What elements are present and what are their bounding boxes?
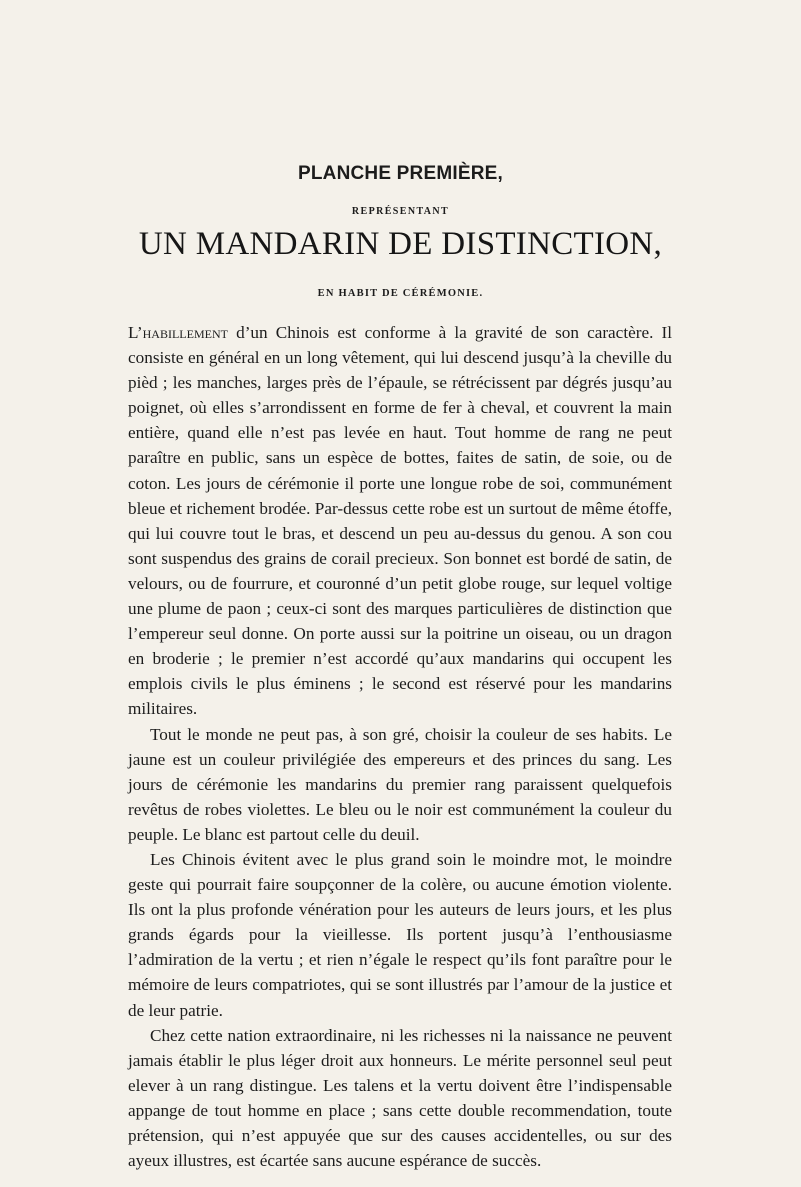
occasion-subheading: EN HABIT DE CÉRÉMONIE. xyxy=(317,288,484,299)
lead-word: L’habillement xyxy=(128,323,228,342)
paragraph xyxy=(128,320,672,722)
paragraph xyxy=(128,722,672,847)
paragraph-text: d’un Chinois est conforme à la gravité de son caractère. Il consiste en général en un long vêtement, qui lui descend jusqu’à la cheville du pièd ; les manches, larges près de l’épaule, se rétrécissent par dégrés jusqu’au poignet, où elles s’arrondissent en forme de fer à cheval, et couvrent la main entière, quand elle n’est pas levée en haut. Tout homme de rang ne peut paraître en public, sans un espèce de bottes, faites de satin, de soie, ou de coton. Les jours de cérémonie il porte une longue robe de soi, communément bleue et richement brodée. Par-dessus cette robe est un surtout de même étoffe, qui lui couvre tout le bras, et descend un peu au-dessus du genou. A son cou sont suspendus des grains de corail precieux. Son bonnet est bordé de satin, de velours, ou de fourrure, et couronné d’un petit globe rouge, sur lequel voltige une plume de paon ; ceux-ci sont des marques particulières de distinction que l’empereur seul donne. On porte aussi sur la poitrine un oiseau, ou un dragon en broderie ; le premier n’est accordé qu’aux mandarins qui occupent les emplois civils le plus éminens ; le second est réservé pour les mandarins militaires. xyxy=(128,323,672,719)
body-text xyxy=(128,320,672,1173)
plate-title: PLANCHE PREMIÈRE, xyxy=(297,163,504,184)
paragraph-text: Les Chinois évitent avec le plus grand soin le moindre mot, le moindre geste qui pourrait faire soupçonner de la colère, ou aucune émotion violente. Ils ont la plus profonde vénération pour les auteurs de leurs jours, et les plus grands égards pour la vieillesse. Ils portent jusqu’à l’enthousiasme l’admiration de la vertu ; et rien n’égale le respect qu’ils font paraître pour le mémoire de leurs compatriotes, qui se sont illustrés par l’amour de la justice et de leur patrie. xyxy=(128,849,672,1020)
paragraph-text: Tout le monde ne peut pas, à son gré, choisir la couleur de ses habits. Le jaune est un couleur privilégiée des empereurs et des princes du sang. Les jours de cérémonie les mandarins du premier rang paraissent quelquefois revêtus de robes violettes. Le bleu ou le noir est communément la couleur du peuple. Le blanc est partout celle du deuil. xyxy=(128,724,672,844)
paragraph-text: Chez cette nation extraordinaire, ni les richesses ni la naissance ne peuvent jamais établir le plus léger droit aux honneurs. Le mérite personnel seul peut elever à un rang distingue. Les talens et la vertu doivent être l’indispensable appange de tout homme en place ; sans cette double recommendation, toute prétension, qui n’est appuyée que sur des causes accidentelles, ou sur des ayeux illustres, est écartée sans aucune espérance de succès. xyxy=(128,1025,672,1171)
representing-label: REPRÉSENTANT xyxy=(351,206,450,217)
paragraph xyxy=(128,847,672,1023)
subject-heading: UN MANDARIN DE DISTINCTION, xyxy=(138,226,663,262)
paragraph xyxy=(128,1023,672,1174)
